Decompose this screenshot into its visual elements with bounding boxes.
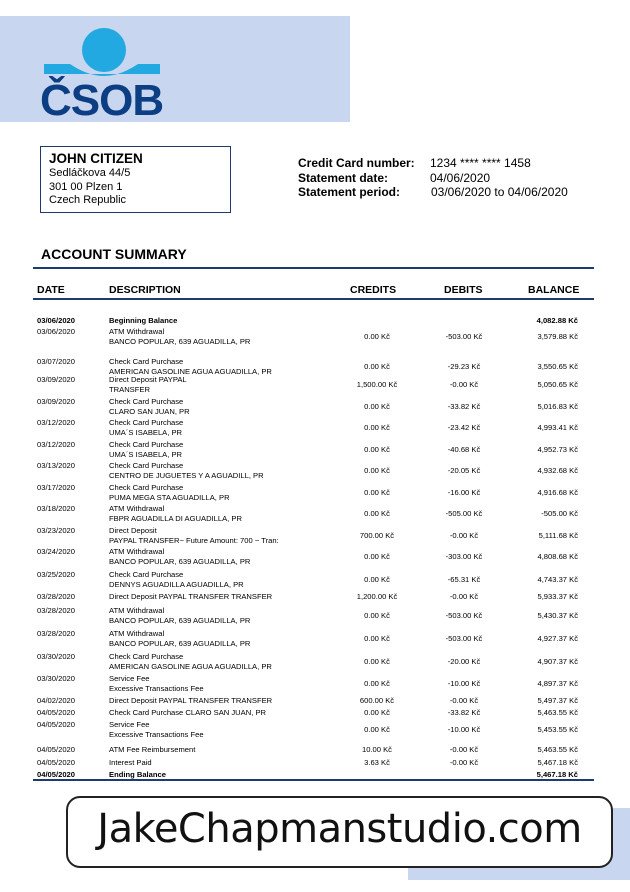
- row-description: ATM Withdrawal: [109, 504, 165, 513]
- row-description-detail: Excessive Transactions Fee: [109, 730, 204, 739]
- row-balance: 5,016.83 Kč: [537, 402, 578, 411]
- row-description-detail: UMA´S ISABELA, PR: [109, 450, 183, 459]
- row-balance: 4,808.68 Kč: [537, 552, 578, 561]
- row-balance: 5,463.55 Kč: [537, 745, 578, 754]
- row-credit: 1,200.00 Kč: [356, 592, 398, 601]
- row-balance: 4,927.37 Kč: [537, 634, 578, 643]
- row-balance: -505.00 Kč: [541, 509, 578, 518]
- row-date: 03/28/2020: [37, 629, 76, 638]
- row-description-detail: PAYPAL TRANSFER~ Future Amount: 700 ~ Tran:: [109, 536, 279, 545]
- row-description: Service Fee: [109, 720, 150, 729]
- row-debit: -20.05 Kč: [447, 466, 481, 475]
- row-debit: -16.00 Kč: [447, 488, 481, 497]
- row-description: Check Card Purchase: [109, 440, 184, 449]
- row-debit: -23.42 Kč: [447, 423, 481, 432]
- watermark: [66, 796, 613, 868]
- row-description-detail: BANCO POPULAR, 639 AGUADILLA, PR: [109, 337, 251, 346]
- row-credit: 0.00 Kč: [364, 466, 390, 475]
- statement-period-value: 03/06/2020 to 04/06/2020: [431, 185, 568, 199]
- row-balance: 4,916.68 Kč: [537, 488, 578, 497]
- row-credit: 0.00 Kč: [364, 402, 390, 411]
- row-debit: -20.00 Kč: [447, 657, 481, 666]
- row-credit: 0.00 Kč: [364, 657, 390, 666]
- row-debit: -0.00 Kč: [449, 531, 479, 540]
- row-debit: -33.82 Kč: [447, 402, 481, 411]
- row-description: Check Card Purchase: [109, 483, 184, 492]
- row-description-detail: CLARO SAN JUAN, PR: [109, 407, 190, 416]
- row-description: Direct Deposit PAYPAL TRANSFER TRANSFER: [109, 696, 273, 705]
- row-date: 04/05/2020: [37, 720, 76, 729]
- row-credit: 0.00 Kč: [364, 445, 390, 454]
- row-date: 03/09/2020: [37, 375, 76, 384]
- row-description-detail: CENTRO DE JUGUETES Y A AGUADILL, PR: [109, 471, 264, 480]
- row-description: Interest Paid: [109, 758, 152, 767]
- row-description-detail: UMA´S ISABELA, PR: [109, 428, 183, 437]
- row-debit: -0.00 Kč: [449, 758, 479, 767]
- row-debit: -303.00 Kč: [445, 552, 483, 561]
- row-balance: 4,993.41 Kč: [537, 423, 578, 432]
- row-balance: 4,743.37 Kč: [537, 575, 578, 584]
- row-description: Check Card Purchase: [109, 418, 184, 427]
- divider: [33, 298, 594, 300]
- row-description-detail: BANCO POPULAR, 639 AGUADILLA, PR: [109, 639, 251, 648]
- row-balance: 5,467.18 Kč: [537, 758, 578, 767]
- row-credit: 0.00 Kč: [364, 362, 390, 371]
- row-description: ATM Withdrawal: [109, 327, 165, 336]
- row-description: Check Card Purchase: [109, 357, 184, 366]
- column-header-date: DATE: [37, 284, 65, 296]
- row-date: 03/24/2020: [37, 547, 76, 556]
- row-date: 04/05/2020: [37, 708, 76, 717]
- row-date: 03/13/2020: [37, 461, 76, 470]
- column-header-description: DESCRIPTION: [109, 284, 181, 296]
- row-debit: -65.31 Kč: [447, 575, 481, 584]
- row-debit: -503.00 Kč: [445, 611, 483, 620]
- row-description-detail: BANCO POPULAR, 639 AGUADILLA, PR: [109, 616, 251, 625]
- row-date: 03/25/2020: [37, 570, 76, 579]
- divider: [33, 267, 594, 269]
- row-debit: -0.00 Kč: [449, 745, 479, 754]
- row-description: ATM Fee Reimbursement: [109, 745, 196, 754]
- row-credit: 0.00 Kč: [364, 611, 390, 620]
- logo-text: ČSOB: [40, 76, 164, 125]
- row-balance: 5,050.65 Kč: [537, 380, 578, 389]
- row-credit: 0.00 Kč: [364, 423, 390, 432]
- row-debit: -0.00 Kč: [449, 592, 479, 601]
- row-balance: 5,111.68 Kč: [538, 531, 578, 540]
- row-date: 03/12/2020: [37, 418, 76, 427]
- row-debit: -0.00 Kč: [449, 696, 479, 705]
- row-date: 04/05/2020: [37, 745, 76, 754]
- address-line: 301 00 Plzen 1: [49, 180, 123, 193]
- row-date: 04/02/2020: [37, 696, 76, 705]
- row-balance: 5,453.55 Kč: [537, 725, 578, 734]
- row-balance: 3,550.65 Kč: [537, 362, 578, 371]
- row-debit: -503.00 Kč: [445, 634, 483, 643]
- row-credit: 0.00 Kč: [364, 725, 390, 734]
- row-credit: 700.00 Kč: [359, 531, 395, 540]
- statement-info: [298, 156, 568, 200]
- customer-name: JOHN CITIZEN: [49, 151, 143, 166]
- row-date: 04/05/2020: [37, 758, 76, 767]
- bank-logo: [0, 16, 350, 125]
- row-description: Check Card Purchase: [109, 652, 184, 661]
- row-date: 03/30/2020: [37, 652, 76, 661]
- row-description: Direct Deposit: [109, 526, 157, 535]
- row-description-detail: AMERICAN GASOLINE AGUA AGUADILLA, PR: [109, 662, 272, 671]
- row-debit: -40.68 Kč: [447, 445, 481, 454]
- row-date: 03/06/2020: [37, 316, 76, 325]
- row-debit: -10.00 Kč: [447, 679, 481, 688]
- row-date: 03/06/2020: [37, 327, 76, 336]
- row-balance: 5,497.37 Kč: [537, 696, 578, 705]
- row-debit: -29.23 Kč: [447, 362, 481, 371]
- watermark-text: JakeChapmanstudio.com: [97, 806, 582, 852]
- row-date: 03/07/2020: [37, 357, 76, 366]
- row-balance: 4,932.68 Kč: [537, 466, 578, 475]
- address-line: Sedláčkova 44/5: [49, 167, 131, 179]
- row-description-detail: TRANSFER: [109, 385, 150, 394]
- divider: [33, 779, 594, 781]
- row-balance: 3,579.88 Kč: [537, 332, 578, 341]
- row-debit: -10.00 Kč: [447, 725, 481, 734]
- row-description-detail: FBPR AGUADILLA DI AGUADILLA, PR: [109, 514, 242, 523]
- row-balance: 4,897.37 Kč: [537, 679, 578, 688]
- row-credit: 0.00 Kč: [364, 488, 390, 497]
- row-date: 03/30/2020: [37, 674, 76, 683]
- row-debit: -503.00 Kč: [445, 332, 483, 341]
- row-description-detail: PUMA MEGA STA AGUADILLA, PR: [109, 493, 230, 502]
- statement-period-label: Statement period:: [298, 185, 401, 199]
- card-number-label: Credit Card number:: [298, 156, 415, 170]
- row-description: ATM Withdrawal: [109, 629, 165, 638]
- statement-date-label: Statement date:: [298, 170, 389, 185]
- row-debit: -0.00 Kč: [449, 380, 479, 389]
- row-credit: 0.00 Kč: [364, 634, 390, 643]
- row-description-detail: DENNYS AGUADILLA AGUADILLA, PR: [109, 580, 244, 589]
- row-description: Service Fee: [109, 674, 150, 683]
- row-credit: 0.00 Kč: [364, 679, 390, 688]
- account-summary-title: ACCOUNT SUMMARY: [41, 246, 187, 262]
- row-date: 03/23/2020: [37, 526, 76, 535]
- row-balance: 4,082.88 Kč: [536, 316, 578, 325]
- row-credit: 1,500.00 Kč: [356, 380, 398, 389]
- row-description: Check Card Purchase: [109, 461, 184, 470]
- row-date: 03/12/2020: [37, 440, 76, 449]
- row-credit: 0.00 Kč: [364, 552, 390, 561]
- row-description: Check Card Purchase: [109, 570, 184, 579]
- row-description-detail: AMERICAN GASOLINE AGUA AGUADILLA, PR: [109, 367, 272, 376]
- row-debit: -505.00 Kč: [445, 509, 483, 518]
- row-date: 03/17/2020: [37, 483, 76, 492]
- row-balance: 4,907.37 Kč: [537, 657, 578, 666]
- column-header-credits: CREDITS: [350, 284, 397, 296]
- row-description: Direct Deposit PAYPAL: [109, 375, 187, 384]
- row-balance: 5,933.37 Kč: [537, 592, 578, 601]
- row-date: 03/28/2020: [37, 606, 76, 615]
- row-description: ATM Withdrawal: [109, 606, 165, 615]
- row-credit: 0.00 Kč: [364, 509, 390, 518]
- row-credit: 10.00 Kč: [362, 745, 392, 754]
- row-balance: 5,430.37 Kč: [537, 611, 578, 620]
- row-description: Beginning Balance: [109, 316, 178, 325]
- statement-date-value: 04/06/2020: [430, 170, 491, 185]
- row-balance: 5,463.55 Kč: [537, 708, 578, 717]
- row-description-detail: Excessive Transactions Fee: [109, 684, 204, 693]
- row-description: Check Card Purchase: [109, 397, 184, 406]
- row-description: Ending Balance: [109, 770, 166, 779]
- row-credit: 0.00 Kč: [364, 575, 390, 584]
- customer-address-box: [40, 146, 231, 213]
- row-credit: 3.63 Kč: [364, 758, 390, 767]
- row-balance: 4,952.73 Kč: [537, 445, 578, 454]
- row-date: 03/18/2020: [37, 504, 76, 513]
- address-line: Czech Republic: [49, 194, 127, 206]
- row-credit: 0.00 Kč: [364, 708, 390, 717]
- row-description: Check Card Purchase CLARO SAN JUAN, PR: [109, 708, 266, 717]
- row-credit: 600.00 Kč: [359, 696, 395, 705]
- row-debit: -33.82 Kč: [447, 708, 481, 717]
- row-description: Direct Deposit PAYPAL TRANSFER TRANSFER: [109, 592, 273, 601]
- row-balance: 5,467.18 Kč: [536, 770, 578, 779]
- row-date: 04/05/2020: [37, 770, 76, 779]
- row-date: 03/09/2020: [37, 397, 76, 406]
- card-number-value: 1234 **** **** 1458: [430, 156, 531, 170]
- row-date: 03/28/2020: [37, 592, 76, 601]
- row-description: ATM Withdrawal: [109, 547, 165, 556]
- column-header-debits: DEBITS: [444, 284, 483, 296]
- row-credit: 0.00 Kč: [364, 332, 390, 341]
- column-header-balance: BALANCE: [528, 284, 580, 296]
- row-description-detail: BANCO POPULAR, 639 AGUADILLA, PR: [109, 557, 251, 566]
